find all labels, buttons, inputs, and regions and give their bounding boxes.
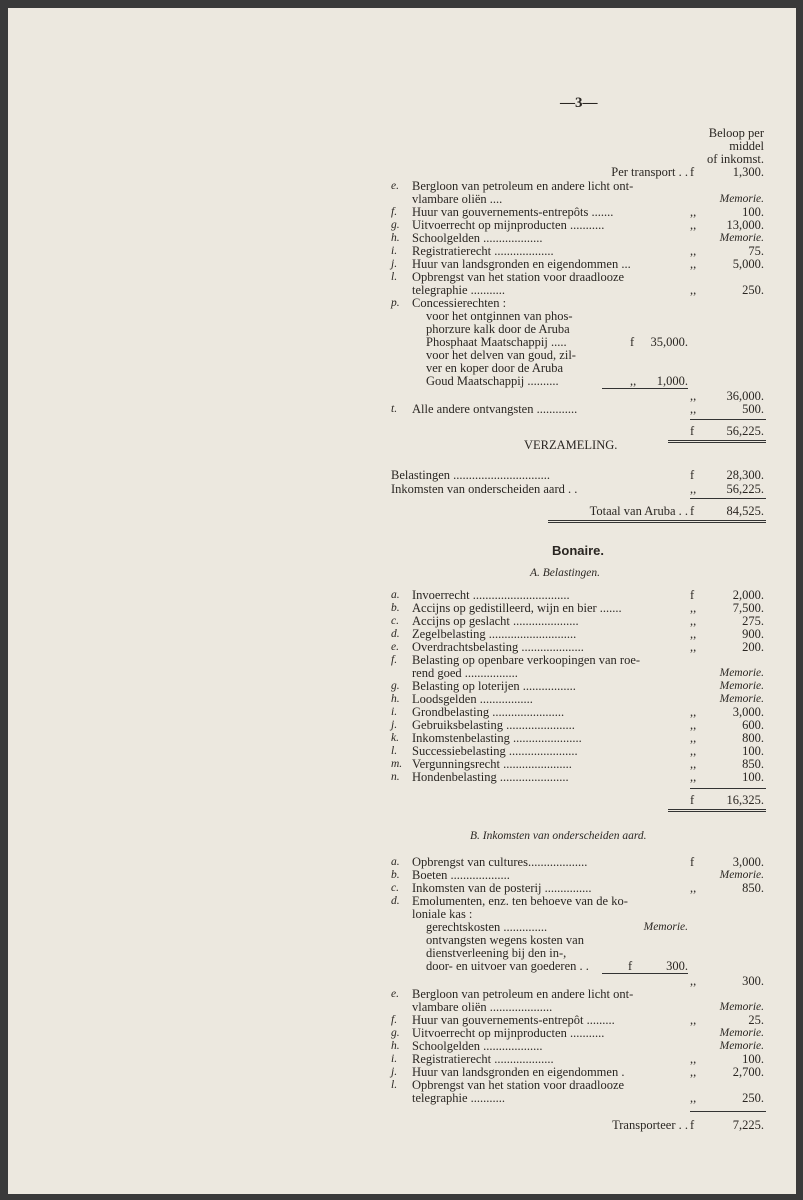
currency-mark: ,, [690,881,697,895]
section-heading: VERZAMELING. [524,438,618,452]
item-text: Belasting op loterijen ................. [412,679,576,693]
memorie-amount: Memorie. [719,1027,764,1039]
rule [690,1111,766,1112]
amount: 1,300. [732,165,764,179]
item-letter: e. [391,180,399,192]
item-text: Huur van gouvernements-entrepôt ......... [412,1013,615,1027]
amount: 3,000. [732,705,764,719]
item-text: Huur van gouvernements-entrepôts ....... [412,205,614,219]
item-text: Emolumenten, enz. ten behoeve van de ko- [412,894,628,908]
currency-mark: ,, [690,757,697,771]
item-letter: f. [391,1014,398,1026]
currency-mark: f [690,468,695,482]
memorie-amount: Memorie. [719,232,764,244]
item-text: Schoolgelden ................... [412,231,543,245]
item-text: Registratierecht ................... [412,244,554,258]
currency-mark: f [690,504,695,518]
currency-mark: ,, [690,1052,697,1066]
double-rule [548,520,766,523]
item-subtext: Goud Maatschappij .......... [426,374,559,388]
item-text: Registratierecht ................... [412,1052,554,1066]
item-letter: g. [391,1027,400,1039]
item-text: Invoerrecht ............................... [412,588,570,602]
amount: 600. [742,718,764,732]
sub-amount: 1,000. [656,374,688,388]
item-text: Schoolgelden ................... [412,1039,543,1053]
amount: 100. [742,744,764,758]
amount: 13,000. [726,218,764,232]
total-label: Totaal van Aruba . . [589,504,688,518]
item-subtext: phorzure kalk door de Aruba [426,322,570,336]
amount: 75. [748,244,764,258]
amount: 3,000. [732,855,764,869]
item-letter: j. [391,258,398,270]
sub-currency: f [628,959,633,973]
amount: 5,000. [732,257,764,271]
item-text: Accijns op geslacht ..................... [412,614,579,628]
amount: 56,225. [726,482,764,496]
currency-mark: ,, [690,614,697,628]
item-letter: p. [391,297,400,309]
item-text: vlambare oliën .... [412,192,503,206]
item-text: Uitvoerrecht op mijnproducten ........... [412,1026,605,1040]
item-letter: d. [391,895,400,907]
sub-amount: Memorie. [643,921,688,933]
item-text: Zegelbelasting ............................ [412,627,577,641]
item-text: Overdrachtsbelasting .................... [412,640,584,654]
item-text: Hondenbelasting ...................... [412,770,569,784]
item-subtext: voor het delven van goud, zil- [426,348,576,362]
currency-mark: ,, [690,718,697,732]
item-letter: l. [391,1079,398,1091]
item-text: Opbrengst van cultures................... [412,855,588,869]
column-header-line: Beloop per [708,126,764,140]
item-text: Loodsgelden ................. [412,692,533,706]
currency-mark: ,, [690,244,697,258]
item-letter: k. [391,732,399,744]
transport-label: Per transport . . [611,165,688,179]
item-text: Inkomstenbelasting ...................... [412,731,582,745]
amount: 25. [748,1013,764,1027]
currency-mark: ,, [690,744,697,758]
currency-mark: ,, [690,640,697,654]
currency-mark: ,, [690,389,697,403]
item-letter: h. [391,1040,400,1052]
rule [690,498,766,499]
item-letter: i. [391,1053,398,1065]
item-text: Grondbelasting ....................... [412,705,565,719]
subsection-heading: B. Inkomsten van onderscheiden aard. [470,830,647,842]
amount: 900. [742,627,764,641]
item-letter: i. [391,706,398,718]
amount: 2,000. [732,588,764,602]
amount: 56,225. [726,424,764,438]
memorie-amount: Memorie. [719,693,764,705]
sub-amount: 35,000. [650,335,688,349]
item-letter: c. [391,615,399,627]
item-letter: a. [391,856,400,868]
item-text: loniale kas : [412,907,473,921]
memorie-amount: Memorie. [719,1001,764,1013]
currency-mark: ,, [690,627,697,641]
summary-label: Inkomsten van onderscheiden aard . . [391,482,578,496]
item-text: Concessierechten : [412,296,507,310]
item-letter: m. [391,758,403,770]
item-text: Accijns op gedistilleerd, wijn en bier ....... [412,601,622,615]
item-subtext: gerechtskosten .............. [426,920,548,934]
currency-mark: f [690,424,695,438]
double-rule [668,809,766,812]
amount: 250. [742,1091,764,1105]
item-letter: e. [391,988,399,1000]
item-text: Opbrengst van het station voor draadlooze [412,270,625,284]
currency-mark: ,, [690,705,697,719]
item-text: Belasting op openbare verkoopingen van roe- [412,653,641,667]
item-text: Bergloon van petroleum en andere licht ont- [412,179,634,193]
item-subtext: door- en uitvoer van goederen . . [426,959,589,973]
item-text: Huur van landsgronden en eigendommen ... [412,257,631,271]
item-text: telegraphie ........... [412,283,506,297]
amount: 200. [742,640,764,654]
item-subtext: ontvangsten wegens kosten van [426,933,584,947]
amount: 84,525. [726,504,764,518]
item-text: Boeten ................... [412,868,510,882]
sub-currency: ,, [630,374,637,388]
amount: 800. [742,731,764,745]
item-text: rend goed ................. [412,666,518,680]
item-letter: t. [391,403,398,415]
amount: 850. [742,757,764,771]
amount: 36,000. [726,389,764,403]
amount: 28,300. [726,468,764,482]
transport-label: Transporteer . . [612,1118,688,1132]
item-letter: f. [391,206,398,218]
currency-mark: ,, [690,731,697,745]
amount: 275. [742,614,764,628]
item-text: Inkomsten van de posterij ............... [412,881,592,895]
item-subtext: ver en koper door de Aruba [426,361,564,375]
item-text: Alle andere ontvangsten ............. [412,402,578,416]
section-title: Bonaire. [552,543,605,558]
memorie-amount: Memorie. [719,680,764,692]
amount: 100. [742,205,764,219]
memorie-amount: Memorie. [719,193,764,205]
rule [690,788,766,789]
amount: 850. [742,881,764,895]
currency-mark: ,, [690,283,697,297]
item-letter: g. [391,680,400,692]
currency-mark: ,, [690,205,697,219]
item-letter: l. [391,745,398,757]
currency-mark: ,, [690,402,697,416]
currency-mark: ,, [690,1013,697,1027]
amount: 7,500. [732,601,764,615]
amount: 100. [742,770,764,784]
amount: 500. [742,402,764,416]
item-text: telegraphie ........... [412,1091,506,1105]
currency-mark: ,, [690,482,697,496]
item-letter: n. [391,771,400,783]
item-text: Bergloon van petroleum en andere licht ont- [412,987,634,1001]
rule [690,419,766,420]
item-letter: e. [391,641,399,653]
item-subtext: voor het ontginnen van phos- [426,309,573,323]
item-letter: g. [391,219,400,231]
item-letter: j. [391,1066,398,1078]
currency-mark: ,, [690,770,697,784]
item-letter: b. [391,869,400,881]
column-header-line: of inkomst. [707,152,764,166]
sub-currency: f [630,335,635,349]
item-text: Vergunningsrecht ...................... [412,757,572,771]
currency-mark: ,, [690,218,697,232]
item-letter: h. [391,693,400,705]
item-subtext: Phosphaat Maatschappij ..... [426,335,567,349]
summary-label: Belastingen ............................... [391,468,551,482]
item-letter: a. [391,589,400,601]
item-letter: j. [391,719,398,731]
sub-amount: 300. [666,959,688,973]
item-subtext: dienstverleening bij den in-, [426,946,567,960]
double-rule [668,440,766,443]
currency-mark: f [690,1118,695,1132]
currency-mark: ,, [690,257,697,271]
column-header-line: middel [729,139,764,153]
currency-mark: f [690,793,695,807]
item-letter: i. [391,245,398,257]
currency-mark: f [690,165,695,179]
amount: 2,700. [732,1065,764,1079]
item-text: vlambare oliën .................... [412,1000,553,1014]
item-text: Uitvoerrecht op mijnproducten ........... [412,218,605,232]
currency-mark: f [690,588,695,602]
currency-mark: ,, [690,601,697,615]
document-page [8,8,796,1194]
memorie-amount: Memorie. [719,667,764,679]
item-letter: d. [391,628,400,640]
subsection-heading: A. Belastingen. [530,567,600,579]
item-letter: c. [391,882,399,894]
currency-mark: ,, [690,1065,697,1079]
page-number: —3— [560,95,598,111]
item-text: Opbrengst van het station voor draadlooze [412,1078,625,1092]
currency-mark: ,, [690,1091,697,1105]
item-text: Gebruiksbelasting ...................... [412,718,575,732]
item-text: Successiebelasting ...................... [412,744,578,758]
amount: 300. [742,974,764,988]
amount: 16,325. [726,793,764,807]
item-letter: f. [391,654,398,666]
amount: 250. [742,283,764,297]
item-letter: l. [391,271,398,283]
memorie-amount: Memorie. [719,1040,764,1052]
amount: 7,225. [732,1118,764,1132]
item-letter: h. [391,232,400,244]
memorie-amount: Memorie. [719,869,764,881]
item-text: Huur van landsgronden en eigendommen . [412,1065,625,1079]
item-letter: b. [391,602,400,614]
currency-mark: ,, [690,974,697,988]
amount: 100. [742,1052,764,1066]
currency-mark: f [690,855,695,869]
